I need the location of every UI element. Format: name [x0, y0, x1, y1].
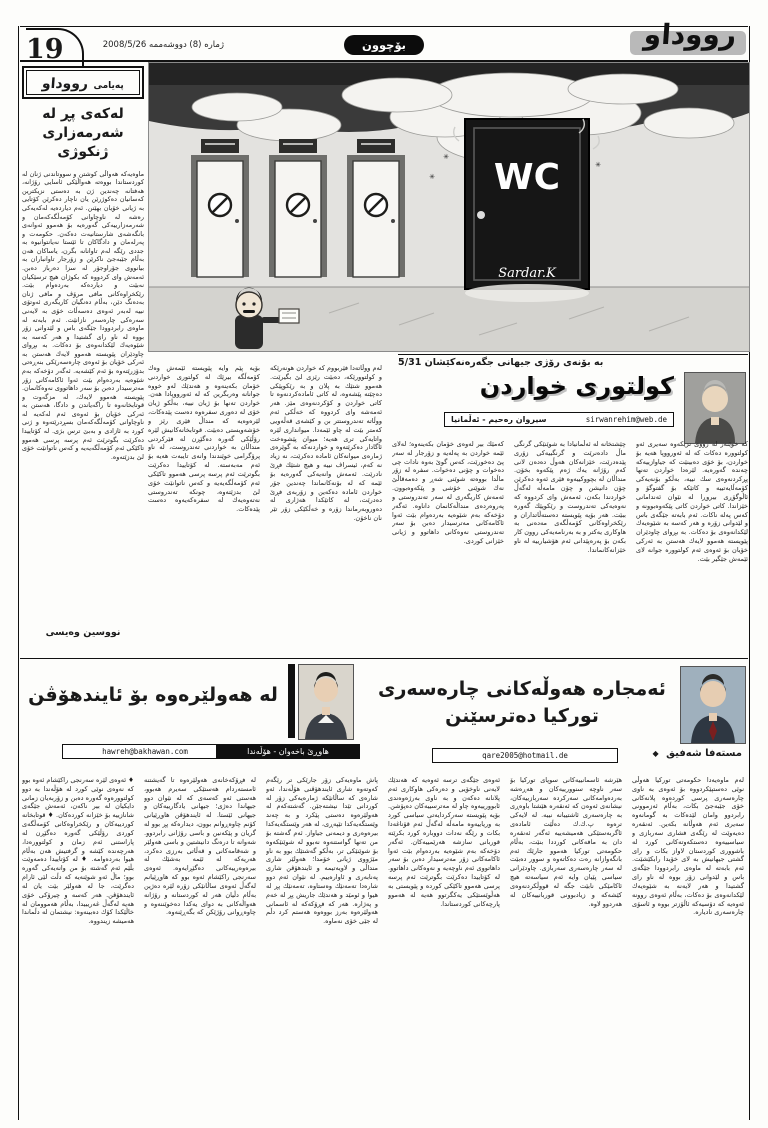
cartoon-illustration: [149, 63, 749, 351]
issue-date: ژماره‌ (8) دووشه‌ممه‌ 2008/5/26: [102, 40, 224, 50]
article2-email[interactable]: hawreh@bakhawan.com: [102, 747, 188, 756]
section-label[interactable]: بۆچوون: [344, 35, 424, 55]
article2-email-box: [62, 744, 228, 759]
article2-col-1: پاش ماوه‌یه‌كی زۆر جارێكی تر رێگه‌م كه‌وته‌وه‌ شاری ئایندهۆڤنی هۆڵه‌ندا، ئه‌و شاره‌ی كه‌ ساڵانێكه‌ ژماره‌یه‌كی زۆر له‌ كوردانی تێدا نیشته‌جێن. گه‌شته‌كه‌م له‌ هه‌ولێره‌وه‌ ده‌ستی پێكرد و به‌ چه‌ند وێستگه‌یه‌كدا تێپه‌ڕی، له‌ هه‌ر وێستگه‌یه‌كدا بیره‌وه‌ری و دیمه‌نی جیاواز. ئه‌م گه‌شته‌ بۆ من ته‌نها گواستنه‌وه‌ نه‌بوو له‌ شوێنێكه‌وه‌ بۆ شوێنێكی تر، به‌ڵكو گه‌شتێك بوو به‌ ناو مێژووی ژیانی خۆمدا؛ هه‌ولێر شاری منداڵی و لاویه‌تیمه‌ و ئایندهۆڤن شاری په‌نابه‌ری و ئاواره‌ییم. له‌ نێوان ئه‌م دوو شاره‌دا ته‌مه‌نێك وه‌ستاوه‌، ته‌مه‌نێك پڕ له‌ هیوا و ئومێد و هه‌ندێك جاریش پڕ له‌ خه‌م و په‌ژاره‌. هه‌ر كه‌ فڕۆكه‌كه‌ له‌ ئاسمانی هه‌ولێره‌وه‌ به‌رز بووه‌وه‌ هه‌ستم كرد دڵم له‌ جێی خۆی نه‌ماوه‌.: [266, 776, 378, 926]
article1-col-5: بۆیه‌ پێم وایه‌ پێویسته‌ ئێمه‌ش وه‌ك كۆمه‌ڵگه‌ بیرێك له‌ كولتوری خواردنی خۆمان بكه‌ینه‌وه‌ و هه‌ندێك له‌و خووه‌ جوانانه‌ وه‌ربگرین كه‌ له‌ ئه‌ورووپادا هه‌ن. خواردن ته‌نها بۆ ژیان نییه‌، به‌ڵكو ژیان خۆی له‌ ده‌وری سفره‌وه‌ ده‌ست پێده‌كات، لێره‌وه‌یه‌ كه‌ منداڵ فێری رێز و خۆشه‌ویستی ده‌بێت. قوتابخانه‌كانیش لێره‌ رۆڵێكی گه‌وره‌ ده‌گێڕن له‌ فێركردنی منداڵان به‌ خواردنی ته‌ندروست، له‌ ناو پرۆگرامی خوێندندا وانه‌ی تایبه‌ت هه‌یه‌ بۆ ئه‌م مه‌به‌سته‌. له‌ كۆتاییدا ده‌كرێت بگوترێت ئه‌م پرسه‌ پرسی هه‌موو تاكێكی ئه‌م كۆمه‌ڵگه‌یه‌یه‌ و كه‌س ناتوانێت خۆی لێ بدزێته‌وه‌، چونكه‌ ته‌ندروستی نه‌ته‌وه‌یه‌ك له‌ سفره‌كه‌یه‌وه‌ ده‌ست پێده‌كات.: [148, 364, 260, 514]
article1-author-photo: [684, 372, 746, 444]
kicker-logo-word: رووداو: [41, 76, 89, 92]
kicker-word: په‌یامی: [93, 81, 124, 91]
article2-accent-bar: [288, 664, 295, 738]
article3-headline-line1: ئه‌مجاره‌ هه‌وڵه‌كانی چاره‌سه‌ری: [378, 678, 666, 700]
article1-col-1: كه‌ خوێنه‌ر له‌ رووی نزیكه‌وه‌ سه‌یری ئه‌و كولتووره‌ ده‌كات كه‌ له‌ ئه‌ورووپا هه‌یه‌ بۆ خواردن، بۆ خۆی ده‌بینێت كه‌ جیاوازییه‌كه‌ چه‌نده‌ گه‌وره‌یه‌. لێره‌دا خواردن ته‌نها پڕكردنه‌وه‌ی سك نییه‌، به‌ڵكو بۆنه‌یه‌كی كۆمه‌ڵایه‌تییه‌ و كاتێكه‌ بۆ گفتوگۆ و ئاڵوگۆڕی بیروڕا له‌ نێوان ئه‌ندامانی خێزاندا. كاتی خواردن كاتی پێكه‌وه‌بوونه‌ و كه‌س په‌له‌ ناكات. ئه‌م بابه‌ته‌ جێگه‌ی باس و لێدوانی زۆره‌ و هه‌ر كه‌سه‌ به‌ شێوه‌یه‌ك لێكدانه‌وه‌ی بۆ ده‌كات. به‌ بڕوای چاودێران پێویسته‌ هه‌موو لایه‌ك هه‌ستن به‌ ئه‌ركی خۆیان بۆ ئه‌وه‌ی ئه‌م كولتووره‌ جوانه‌ لای ئێمه‌ش جێگیر بێت.: [636, 440, 748, 563]
article2-col-2: له‌ فڕۆكه‌خانه‌ی هه‌ولێره‌وه‌ تا گه‌یشتنه‌ ئامسته‌ردام هه‌ستێكی سه‌یرم هه‌بوو، هه‌ستی ئه‌و كه‌سه‌ی كه‌ له‌ نێوان دوو جیهاندا ده‌ژی؛ جیهانی یادگارییه‌كان و جیهانی ئێستا. له‌ ئایندهۆڤن هاوڕێیانی كۆنم چاوه‌ڕوانم بوون، دیداره‌كه‌ پڕ بوو له‌ گریان و پێكه‌نین و باسی رۆژانی رابردوو. شه‌وانه‌ تا دره‌نگ دانیشتین و باسی هه‌ولێر و شه‌قامه‌كانی و قه‌ڵاتی به‌رزی ده‌كرد، هه‌ریه‌كه‌ له‌ ئێمه‌ به‌شێك له‌ بیره‌وه‌رییه‌كانی ده‌گێڕایه‌وه‌. ئه‌وه‌ی سه‌رنجی راكێشام ئه‌وه‌ بوو كه‌ هاوڕێیانم له‌گه‌ڵ ئه‌وه‌ی ساڵانێكی زۆره‌ لێره‌ ده‌ژین به‌ڵام دڵیان هه‌ر له‌ كوردستانه‌ و رۆژانه‌ هه‌واڵه‌كانی به‌ دوای یه‌كدا ده‌خوێننه‌وه‌ و چاوه‌ڕوانی رۆژێكن كه‌ بگه‌ڕێنه‌وه‌.: [144, 776, 256, 917]
editorial-headline-line2: شه‌رمه‌زاری ژنكوژی: [42, 124, 124, 160]
article1-col-3: كه‌مێك بیر له‌وه‌ی خۆمان بكه‌ینه‌وه‌؛ له‌لای ئێمه‌ خواردن به‌ په‌له‌یه‌ و زۆرجار له‌ سه‌ر پێ ده‌خورێت، كه‌س گوێ به‌وه‌ نادات چی ده‌خوات و چۆنی ده‌خوات. سفره‌ له‌ زۆر ماڵدا بووه‌ته‌ شوێنی شه‌ڕ و ده‌مه‌قاڵێ نه‌ك شوێنی خۆشی و پێكه‌وه‌بوون. ئه‌مه‌ش كاریگه‌ری له‌ سه‌ر ته‌ندروستی و په‌روه‌رده‌ی منداڵه‌كانمان داناوه‌. ئه‌گه‌ر دۆخه‌كه‌ به‌م شێوه‌یه‌ به‌رده‌وام بێت ئه‌وا ئاكامه‌كانی مه‌ترسیدار ده‌بن بۆ سه‌ر ته‌ندروستی نه‌وه‌كانی داهاتوو و ژیانی خێزانی كوردی.: [392, 440, 504, 546]
article3-col-1: له‌م ماوه‌یه‌دا حكومه‌تی توركیا هه‌وڵی نوێی ده‌ستپێكردووه‌ بۆ ئه‌وه‌ی به‌ ناوی چاره‌سه‌ری پرسی كورده‌وه‌ پلانه‌كانی خۆی جێبه‌جێ بكات، به‌ڵام ئه‌زموونی رابردوو وامان لێده‌كات به‌ گومانه‌وه‌ سه‌یری ئه‌م هه‌وڵانه‌ بكه‌ین. ئه‌نقه‌ره‌ ده‌یه‌وێت له‌ رێگه‌ی فشاری سه‌ربازی و سیاسییه‌وه‌ ده‌ستكه‌وته‌كانی كورد له‌ باشووری كوردستان لاواز بكات و رای گشتی جیهانیش به‌ لای خۆیدا رابكێشێت. ئه‌م بابه‌ته‌ له‌ ماوه‌ی رابردوودا جێگه‌ی باس و لێدوانی زۆر بووه‌ له‌ ناو رای گشتیدا و هه‌ر لایه‌نه‌ به‌ شێوه‌یه‌ك لێكدانه‌وه‌ی بۆ ده‌كات، به‌ڵام ئه‌وه‌ی روونه‌ ئه‌وه‌یه‌ كه‌ دۆسیه‌كه‌ ئاڵۆزتر بووه‌ و ئاسۆی چاره‌سه‌ری نادیاره‌.: [632, 776, 744, 917]
author2-portrait: [299, 665, 353, 739]
article2-headline[interactable]: له‌ هه‌ولێره‌وه‌ بۆ ئایندهۆڤن: [28, 684, 278, 706]
wc-door: [454, 119, 600, 302]
article3-headline-line2: توركیا ده‌ترسێنن: [445, 704, 599, 727]
article2-author: هاوڕێ باخه‌وان - هۆڵه‌ندا: [216, 744, 360, 759]
newspaper-logo: [622, 18, 740, 56]
page-number: 19: [26, 28, 84, 68]
cartoon-caption: به‌ بۆنه‌ی رۆژی جیهانی جگه‌ره‌نه‌كێشان 5/31: [398, 354, 748, 368]
article3-email[interactable]: qare2005@hotmail.de: [482, 751, 568, 760]
article3-col-2: هێرشه‌ ئاسمانییه‌كانی سوپای توركیا بۆ سه‌ر ناوچه‌ سنوورییه‌كان و هه‌ڕه‌شه‌ به‌رده‌وامه‌كانی سه‌ركرده‌ سه‌ربازییه‌كان، نیشانه‌ی ئه‌وه‌ن كه‌ ئه‌نقه‌ره‌ هێشتا باوه‌ڕی به‌ چاره‌سه‌ری ئاشتییانه‌ نییه‌. له‌ لایه‌كی تره‌وه‌ پ.ك.ك ده‌ڵێت ئاماده‌ی ئاگربه‌ستێكی هه‌میشه‌ییه‌ ئه‌گه‌ر ئه‌نقه‌ره‌ دان به‌ مافه‌كانی كورددا بنێت، به‌ڵام حكومه‌تی توركیا هه‌موو جارێك ئه‌م بانگه‌وازانه‌ ره‌ت ده‌كاته‌وه‌ و سوور ده‌بێت له‌ سه‌ر چاره‌سه‌ری سه‌ربازی. چاودێرانی سیاسی پێیان وایه‌ ئه‌م سیاسه‌ته‌ هیچ ئاكامێكی نابێت جگه‌ له‌ قووڵكردنه‌وه‌ی كێشه‌كه‌ و زیادبوونی قوربانییه‌كان له‌ هه‌ردوو لاوه‌.: [510, 776, 622, 908]
svg-text:✳: ✳: [429, 173, 435, 181]
article1-author: سیروان ره‌حیم - ئه‌ڵمانیا: [451, 415, 547, 424]
logo-wordmark: رووداو: [642, 18, 738, 51]
article3-author-name: مسته‌فا شه‌فیق: [666, 748, 742, 759]
article1-byline-box: [444, 412, 674, 427]
left-frame-rule: [18, 26, 19, 1120]
editorial-kicker: [22, 66, 144, 99]
article2-author-photo: [298, 664, 354, 740]
article3-col-3: ئه‌وه‌ی جێگه‌ی ترسه‌ ئه‌وه‌یه‌ كه‌ هه‌ندێك لایه‌نی ناوخۆیی و ده‌ره‌كی هاوكاری ئه‌م پلانانه‌ ده‌كه‌ن و به‌ ناوی به‌رژه‌وه‌ندی ئابوورییه‌وه‌ چاو له‌ مه‌ترسییه‌كان ده‌پۆشن. بۆیه‌ پێویسته‌ سه‌ركردایه‌تی سیاسی كورد به‌ وریاییه‌وه‌ مامه‌ڵه‌ له‌گه‌ڵ ئه‌م قۆناغه‌دا بكات و رێگه‌ نه‌دات دووباره‌ كورد بكرێته‌ قوربانی سازشه‌ هه‌رێمییه‌كان. ئه‌گه‌ر دۆخه‌كه‌ به‌م شێوه‌یه‌ به‌رده‌وام بێت ئه‌وا ئاكامه‌كانی زۆر مه‌ترسیدار ده‌بن بۆ سه‌ر داهاتووی ئه‌م ناوچه‌یه‌ و نه‌وه‌كانی داهاتوو. له‌ كۆتاییدا ده‌كرێت بگوترێت ئه‌م پرسه‌ پرسی هه‌موو تاكێكی كورده‌ و پێویستی به‌ هه‌ڵوێستێكی یه‌كگرتوو هه‌یه‌ له‌ هه‌موو پارچه‌كانی كوردستاندا.: [388, 776, 500, 908]
cartoonist-signature: Sardar.K: [498, 266, 556, 281]
svg-text:✳: ✳: [443, 153, 449, 161]
article1-col-2: چێشتخانه‌ له‌ ئه‌ڵمانیادا به‌ شوێنێكی گرنگی ماڵ داده‌نرێت و گرنگییه‌كی زۆری پێده‌درێت، خێزانه‌كان هه‌وڵ ده‌ده‌ن لانی كه‌م رۆژانه‌ یه‌ك ژه‌م پێكه‌وه‌ بخۆن. منداڵان له‌ بچووكییه‌وه‌ فێری ئه‌وه‌ ده‌كرێن چۆن دانیشن و چۆن مامه‌ڵه‌ له‌گه‌ڵ خواردندا بكه‌ن، ئه‌مه‌ش وای كردووه‌ كه‌ نه‌وه‌یه‌كی ته‌ندروست و رێكوپێك گه‌وره‌ ببێت. هه‌ر بۆیه‌ پێویسته‌ ده‌سته‌ڵاتداران و رێكخراوه‌كانی كۆمه‌ڵگه‌ی مه‌ده‌نی به‌ هاوكاری یه‌كتر و به‌ به‌رنامه‌یه‌كی روون كار بكه‌ن بۆ په‌ره‌پێدانی ئه‌م هۆشیارییه‌ له‌ ناو خێزانه‌كانماندا.: [514, 440, 626, 554]
article1-col-4: له‌م ووڵاته‌دا فێربووم كه‌ خواردن هونه‌رێكه‌ و كولتوورێكه‌، ده‌بێت رێزی لێ بگیرێت. هه‌موو شتێك به‌ پلان و به‌ رێكوپێكی ده‌چێته‌ پێشه‌وه‌، له‌ كاتی ئاماده‌كردنه‌وه‌ تا كاتی خواردن و كۆكردنه‌وه‌ی مێز. هه‌ر ئه‌مه‌شه‌ وای كردووه‌ كه‌ خه‌ڵكی ئه‌م ووڵاته‌ ته‌ندروستتر بن و كێشه‌ی قه‌ڵه‌ویی كه‌متر بێت له‌ چاو ئێمه‌دا. میوانداری لێره‌ واتایه‌كی تری هه‌یه‌؛ میوان پێشوه‌خت ئاگادار ده‌كرێته‌وه‌ و خواردنه‌كه‌ به‌ گوێره‌ی ژماره‌ی میوانه‌كان ئاماده‌ ده‌كرێت، نه‌ زیاد نه‌ كه‌م، ئیسراف نییه‌ و هیچ شتێك فڕێ نادرێت. ئه‌مه‌ش وانه‌یه‌كی گه‌وره‌یه‌ بۆ ئێمه‌ كه‌ له‌ بۆنه‌كانماندا چه‌ندین جۆر خواردن ئاماده‌ ده‌كه‌ین و زۆربه‌ی فڕێ ده‌درێت، له‌ كاتێكدا هه‌ژاری له‌ ده‌وروبه‌رماندا زۆره‌ و خه‌ڵكێكی زۆر تێر نان ناخۆن.: [270, 364, 382, 523]
article3-email-box: [432, 748, 618, 763]
svg-text:✳: ✳: [595, 161, 601, 169]
author1-portrait: [685, 373, 745, 443]
editorial-body: ماوه‌یه‌كه‌ هه‌واڵی كوشتن و سووتاندنی ژنان له‌ كوردستاندا بووه‌ته‌ هه‌واڵێكی ئاسایی رۆژانه‌، هه‌فتانه‌ چه‌ندین ژن به‌ ده‌ستی نزیكترین كه‌سانیان ده‌كوژرێن یان ناچار ده‌كرێن كۆتایی به‌ ژیانی خۆیان بهێنن. ئه‌م دیارده‌یه‌ له‌كه‌یه‌كی ره‌شه‌ له‌ ناوچاوانی كۆمه‌ڵگه‌كه‌مان و شه‌رمه‌زارییه‌كی گه‌وره‌یه‌ بۆ هه‌موو ئه‌وانه‌ی بانگه‌شه‌ی شارستانیه‌ت ده‌كه‌ن. حكومه‌ت و په‌رله‌مان و دادگاكان تا ئێستا نه‌یانتوانیوه‌ به‌ جددی رێگه‌ له‌م تاوانانه‌ بگرن، یاساكان هه‌ن به‌ڵام جێبه‌جێ ناكرێن و زۆرجار تاوانباران به‌ بیانووی جۆراوجۆر له‌ سزا ده‌رباز ده‌بن. ئه‌مه‌ش وای كردووه‌ كه‌ بكوژان هیچ ترسێكیان نه‌بێت و دیارده‌كه‌ به‌رده‌وام بێت. رێكخراوه‌كانی مافی مرۆڤ و مافی ژنان به‌ده‌نگ دێن، به‌ڵام ده‌نگیان كاریگه‌ری ئه‌وتۆی نییه‌ له‌به‌ر ئه‌وه‌ی ده‌سه‌ڵات خۆی به‌ لایه‌نی سه‌ره‌كی چاره‌سه‌ر نازانێت. ئه‌م بابه‌ته‌ له‌ ماوه‌ی رابردوودا جێگه‌ی باس و لێدوانی زۆر بووه‌ له‌ ناو رای گشتیدا و هه‌ر كه‌سه‌ به‌ شێوه‌یه‌ك لێكدانه‌وه‌ی بۆ ده‌كات. به‌ بڕوای چاودێران پێویسته‌ هه‌موو لایه‌ك هه‌ستن به‌ ئه‌ركی خۆیان بۆ ئه‌وه‌ی چاره‌سه‌رێكی بنه‌ڕه‌تی بدۆزرێته‌وه‌ بۆ ئه‌م كێشه‌یه‌. ئه‌گه‌ر دۆخه‌كه‌ به‌م شێوه‌یه‌ به‌رده‌وام بێت ئه‌وا ئاكامه‌كانی زۆر مه‌ترسیدار ده‌بن بۆ سه‌ر داهاتووی نه‌وه‌كانمان. پێویسته‌ هه‌موو لایه‌ك، له‌ مزگه‌وت و قوتابخانه‌وه‌ تا راگه‌یاندن و دادگا، هه‌ستن به‌ ئه‌ركی خۆیان بۆ ئه‌وه‌ی ئه‌م له‌كه‌یه‌ له‌ ناوچاوانی كۆمه‌ڵگه‌كه‌مان بسڕدرێته‌وه‌ و ژنی كورد به‌ ئازادی و به‌بێ ترس بژی. له‌ كۆتاییدا ده‌كرێت بگوترێت ئه‌م پرسه‌ پرسی هه‌موو تاكێكی ئه‌م كۆمه‌ڵگه‌یه‌یه‌ و كه‌س ناتوانێت خۆی لێ بدزێته‌وه‌.: [22, 169, 144, 461]
article3-headline[interactable]: [372, 676, 672, 729]
article1-headline[interactable]: كولتوری خواردن: [479, 372, 674, 400]
editorial-headline-line1: له‌كه‌ی پڕ له‌: [42, 106, 124, 122]
section-divider-rule: [20, 658, 748, 659]
closed-doors: [191, 139, 405, 277]
author3-portrait: [681, 667, 745, 743]
editorial-cartoon: [148, 62, 750, 352]
article2-col-3: ♦ ئه‌وه‌ی لێره‌ سه‌رنجی راكێشام ئه‌وه‌ بوو كه‌ نه‌وه‌ی نوێی كورد له‌ هۆڵه‌ندا به‌ دوو كولتووره‌وه‌ گه‌وره‌ ده‌بن و زۆربه‌یان زمانی دایكیان له‌ بیر ناكه‌ن، ئه‌مه‌ش جێگه‌ی شانازییه‌ بۆ خێزانه‌ كورده‌كان. ♦ قوتابخانه‌ كوردییه‌كان و رێكخراوه‌كانی كۆمه‌ڵگه‌ی كوردی رۆڵێكی گه‌وره‌ ده‌گێڕن له‌ پاراستنی ئه‌م زمان و كولتووره‌دا، هه‌رچه‌نده‌ كێشه‌ و گرفتیش هه‌ن به‌ڵام هیوا به‌رده‌وامه‌. ♦ له‌ كۆتاییدا ده‌مه‌وێت بڵێم ئه‌م گه‌شته‌ بۆ من وانه‌یه‌كی گه‌وره‌ بوو؛ ماڵ ئه‌و شوێنه‌یه‌ كه‌ دڵت لێی ئارام ده‌گرێت، جا له‌ هه‌ولێر بێت یان له‌ ئایندهۆڤن. هه‌ر كه‌سه‌ و چیرۆكی خۆی هه‌یه‌ له‌گه‌ڵ غه‌ریبیدا، به‌ڵام هه‌موومان له‌ خاڵێكدا كۆك ده‌بینه‌وه‌: نیشتمان له‌ دڵماندا هه‌میشه‌ زیندووه‌.: [22, 776, 134, 926]
editorial-column: [22, 66, 144, 638]
article1-email[interactable]: sirwanrehim@web.de: [585, 415, 667, 424]
editorial-author: نووسین وه‌یسی: [45, 626, 121, 638]
article3-author-photo: [680, 666, 746, 744]
wc-door-label: WC: [493, 157, 561, 198]
article3-author: [653, 748, 742, 759]
diamond-icon: ◆: [652, 749, 659, 758]
